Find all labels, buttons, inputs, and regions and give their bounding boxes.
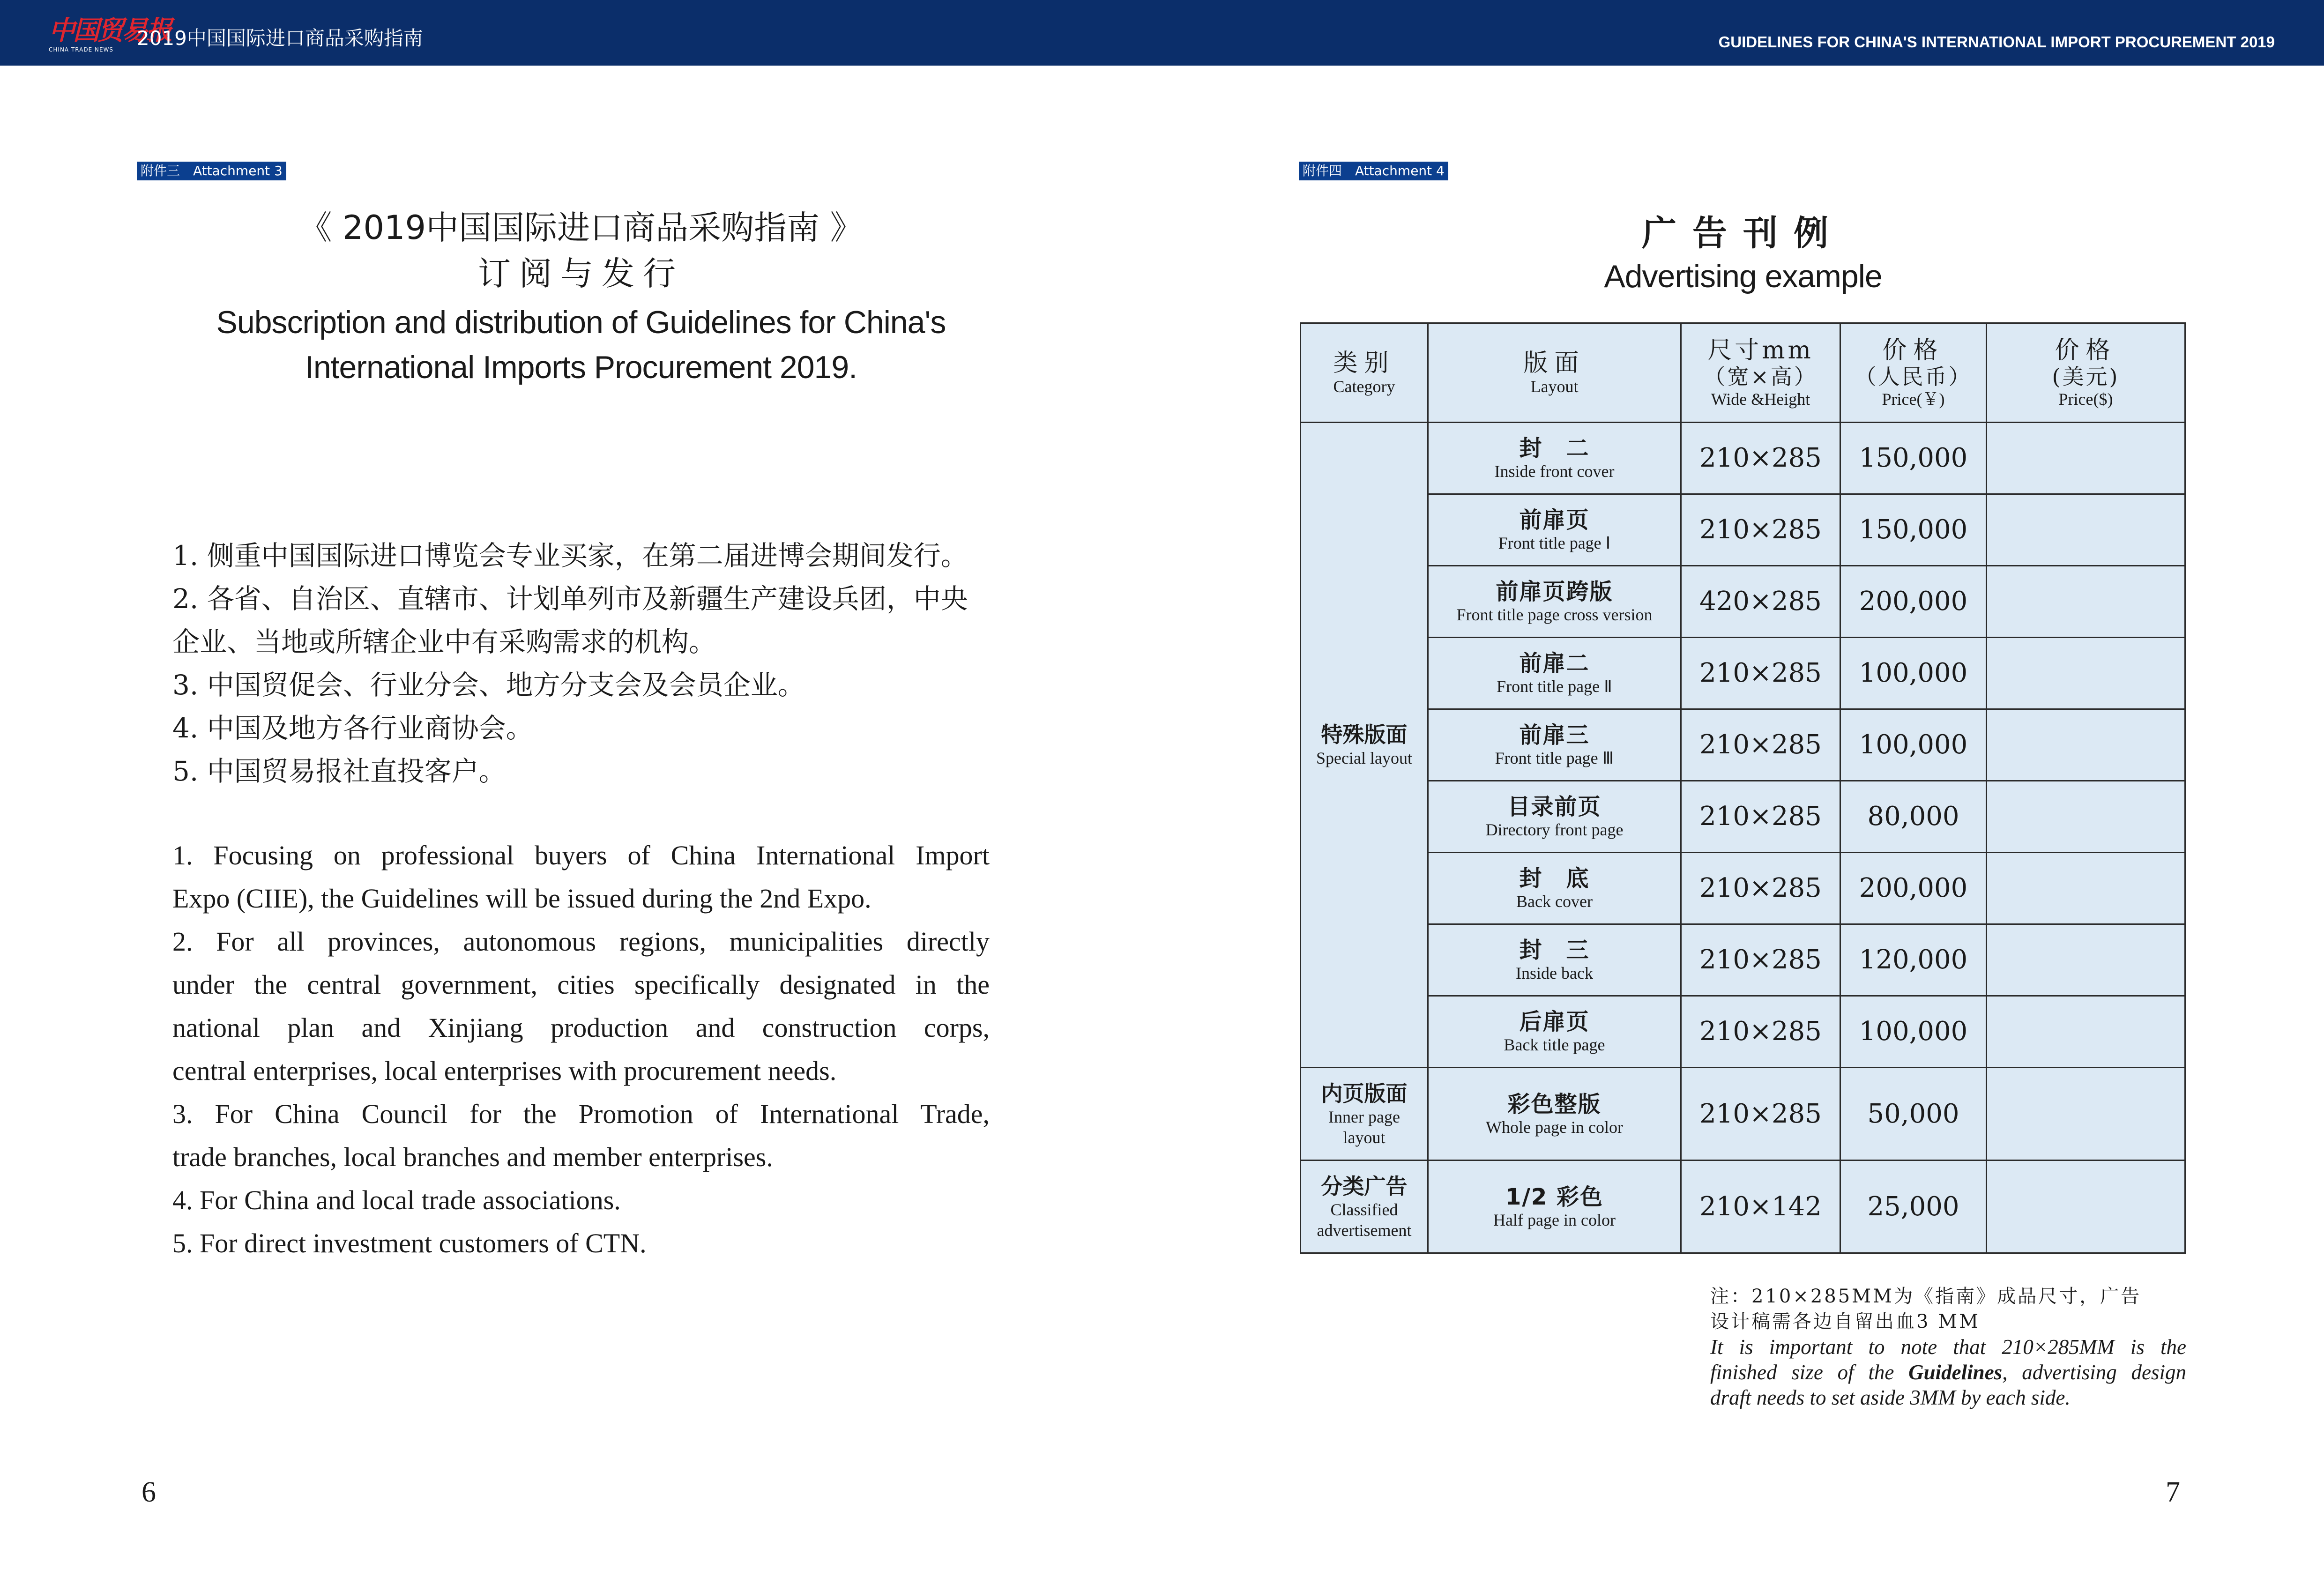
price-rmb-cell: 100,000 xyxy=(1840,709,1987,781)
guidelines-emphasis: Guidelines xyxy=(1908,1361,2003,1384)
left-title-cn: 《 2019中国国际进口商品采购指南 》 xyxy=(299,208,863,247)
layout-cell: 封 二 Inside front cover xyxy=(1428,423,1681,494)
list-item: 企业、当地或所辖企业中有采购需求的机构。 xyxy=(172,626,716,658)
china-trade-news-logo xyxy=(49,15,171,55)
list-item: 2. 各省、自治区、直辖市、计划单列市及新疆生产建设兵团，中央 xyxy=(172,583,968,615)
table-footnote xyxy=(1710,1284,2186,1410)
size-cell: 210×285 xyxy=(1681,853,1840,924)
table-row xyxy=(1301,996,2185,1068)
left-subtitle-cn: 订阅与发行 xyxy=(478,254,684,293)
size-cell: 210×285 xyxy=(1681,638,1840,709)
list-item: Expo (CIIE), the Guidelines will be issued during the 2nd Expo. xyxy=(172,883,872,914)
table-row xyxy=(1301,423,2185,494)
layout-cell: 目录前页 Directory front page xyxy=(1428,781,1681,853)
footnote-cn-line: 注：210×285MM为《指南》成品尺寸，广告 xyxy=(1710,1286,2142,1307)
layout-cell: 彩色整版 Whole page in color xyxy=(1428,1068,1681,1160)
footnote-cn-line: 设计稿需各边自留出血3 MM xyxy=(1710,1311,1981,1332)
price-rmb-cell: 25,000 xyxy=(1840,1160,1987,1253)
logo-subtext: CHINA TRADE NEWS xyxy=(49,46,114,53)
category-classified-advertisement: 分类广告 Classified advertisement xyxy=(1301,1160,1428,1253)
table-row xyxy=(1301,638,2185,709)
footnote-en-line: draft needs to set aside 3MM by each side. xyxy=(1710,1386,2071,1409)
list-item: 3. 中国贸促会、行业分会、地方分支会及会员企业。 xyxy=(172,669,805,701)
list-item: trade branches, local branches and member enterprises. xyxy=(172,1142,773,1172)
advertising-rate-table xyxy=(1300,322,2186,1254)
list-item: under the central government, cities specifically designated in the xyxy=(172,969,990,1000)
distribution-list-en xyxy=(172,834,990,1265)
list-item: 1. 侧重中国国际进口博览会专业买家，在第二届进博会期间发行。 xyxy=(172,540,968,572)
list-item: 5. 中国贸易报社直投客户。 xyxy=(172,755,506,787)
list-item: 5. For direct investment customers of CTN. xyxy=(172,1228,647,1258)
price-rmb-cell: 150,000 xyxy=(1840,423,1987,494)
page-number-right: 7 xyxy=(2166,1476,2180,1508)
size-cell: 210×285 xyxy=(1681,494,1840,566)
page-number-left: 6 xyxy=(142,1476,156,1508)
list-item: 4. 中国及地方各行业商协会。 xyxy=(172,712,533,744)
layout-cell: 前扉页 Front title page Ⅰ xyxy=(1428,494,1681,566)
layout-cell: 封 三 Inside back xyxy=(1428,924,1681,996)
header-layout: 版面 Layout xyxy=(1428,323,1681,423)
right-title-cn: 广告刊例 xyxy=(1642,213,1844,253)
list-item: 2. For all provinces, autonomous regions, municipalities directly xyxy=(172,926,990,957)
category-special-layout: 特殊版面 Special layout xyxy=(1301,423,1428,1068)
size-cell: 210×285 xyxy=(1681,423,1840,494)
header-bar xyxy=(0,0,2324,66)
price-rmb-cell: 80,000 xyxy=(1840,781,1987,853)
list-item: 3. For China Council for the Promotion of International Trade, xyxy=(172,1099,990,1129)
table-row xyxy=(1301,781,2185,853)
header-right-title: GUIDELINES FOR CHINA'S INTERNATIONAL IMPORT PROCUREMENT 2019 xyxy=(1718,33,2275,51)
layout-cell: 封 底 Back cover xyxy=(1428,853,1681,924)
size-cell: 210×285 xyxy=(1681,709,1840,781)
header-category: 类别 Category xyxy=(1301,323,1428,423)
price-usd-cell xyxy=(1987,996,2185,1068)
price-usd-cell xyxy=(1987,853,2185,924)
attachment-4-label: 附件四 Attachment 4 xyxy=(1299,162,1448,180)
layout-cell: 后扉页 Back title page xyxy=(1428,996,1681,1068)
list-item: 1. Focusing on professional buyers of China International Import xyxy=(172,840,990,870)
header-left-title: 2019中国国际进口商品采购指南 xyxy=(137,27,423,50)
left-title-en-line2: International Imports Procurement 2019. xyxy=(305,350,857,385)
layout-cell: 前扉三 Front title page Ⅲ xyxy=(1428,709,1681,781)
table-header-row xyxy=(1301,323,2185,423)
price-rmb-cell: 100,000 xyxy=(1840,996,1987,1068)
price-usd-cell xyxy=(1987,709,2185,781)
left-title-en-line1: Subscription and distribution of Guidelines for China's xyxy=(216,305,946,340)
logo-text: 中国贸易报 xyxy=(49,15,171,46)
table-row xyxy=(1301,1160,2185,1253)
list-item: national plan and Xinjiang production and construction corps, xyxy=(172,1012,990,1043)
price-rmb-cell: 200,000 xyxy=(1840,566,1987,638)
header-size: 尺寸mm （宽×高） Wide &Height xyxy=(1681,323,1840,423)
list-item: 4. For China and local trade associations. xyxy=(172,1185,621,1215)
list-item: central enterprises, local enterprises with procurement needs. xyxy=(172,1056,837,1086)
layout-cell: 前扉页跨版 Front title page cross version xyxy=(1428,566,1681,638)
category-inner-page-layout: 内页版面 Inner page layout xyxy=(1301,1068,1428,1160)
table-row xyxy=(1301,709,2185,781)
footnote-en-line: It is important to note that 210×285MM is the xyxy=(1710,1335,2186,1359)
table-row xyxy=(1301,494,2185,566)
price-usd-cell xyxy=(1987,924,2185,996)
table-row xyxy=(1301,853,2185,924)
distribution-list-cn xyxy=(172,534,997,793)
table-row xyxy=(1301,924,2185,996)
size-cell: 420×285 xyxy=(1681,566,1840,638)
layout-cell: 前扉二 Front title page Ⅱ xyxy=(1428,638,1681,709)
price-rmb-cell: 200,000 xyxy=(1840,853,1987,924)
table-row xyxy=(1301,1068,2185,1160)
price-rmb-cell: 50,000 xyxy=(1840,1068,1987,1160)
attachment-3-label: 附件三 Attachment 3 xyxy=(137,162,286,180)
price-usd-cell xyxy=(1987,423,2185,494)
price-usd-cell xyxy=(1987,566,2185,638)
size-cell: 210×142 xyxy=(1681,1160,1840,1253)
size-cell: 210×285 xyxy=(1681,996,1840,1068)
footnote-en-line: finished size of the Guidelines, advertising design xyxy=(1710,1361,2186,1384)
price-usd-cell xyxy=(1987,1160,2185,1253)
right-title-en: Advertising example xyxy=(1604,259,1882,294)
size-cell: 210×285 xyxy=(1681,924,1840,996)
price-usd-cell xyxy=(1987,781,2185,853)
table-row xyxy=(1301,566,2185,638)
size-cell: 210×285 xyxy=(1681,1068,1840,1160)
price-usd-cell xyxy=(1987,494,2185,566)
price-rmb-cell: 120,000 xyxy=(1840,924,1987,996)
price-rmb-cell: 150,000 xyxy=(1840,494,1987,566)
price-usd-cell xyxy=(1987,638,2185,709)
header-price-rmb: 价格 （人民币） Price(￥) xyxy=(1840,323,1987,423)
size-cell: 210×285 xyxy=(1681,781,1840,853)
layout-cell: 1/2 彩色 Half page in color xyxy=(1428,1160,1681,1253)
price-rmb-cell: 100,000 xyxy=(1840,638,1987,709)
header-price-usd: 价格 (美元) Price($) xyxy=(1987,323,2185,423)
price-usd-cell xyxy=(1987,1068,2185,1160)
